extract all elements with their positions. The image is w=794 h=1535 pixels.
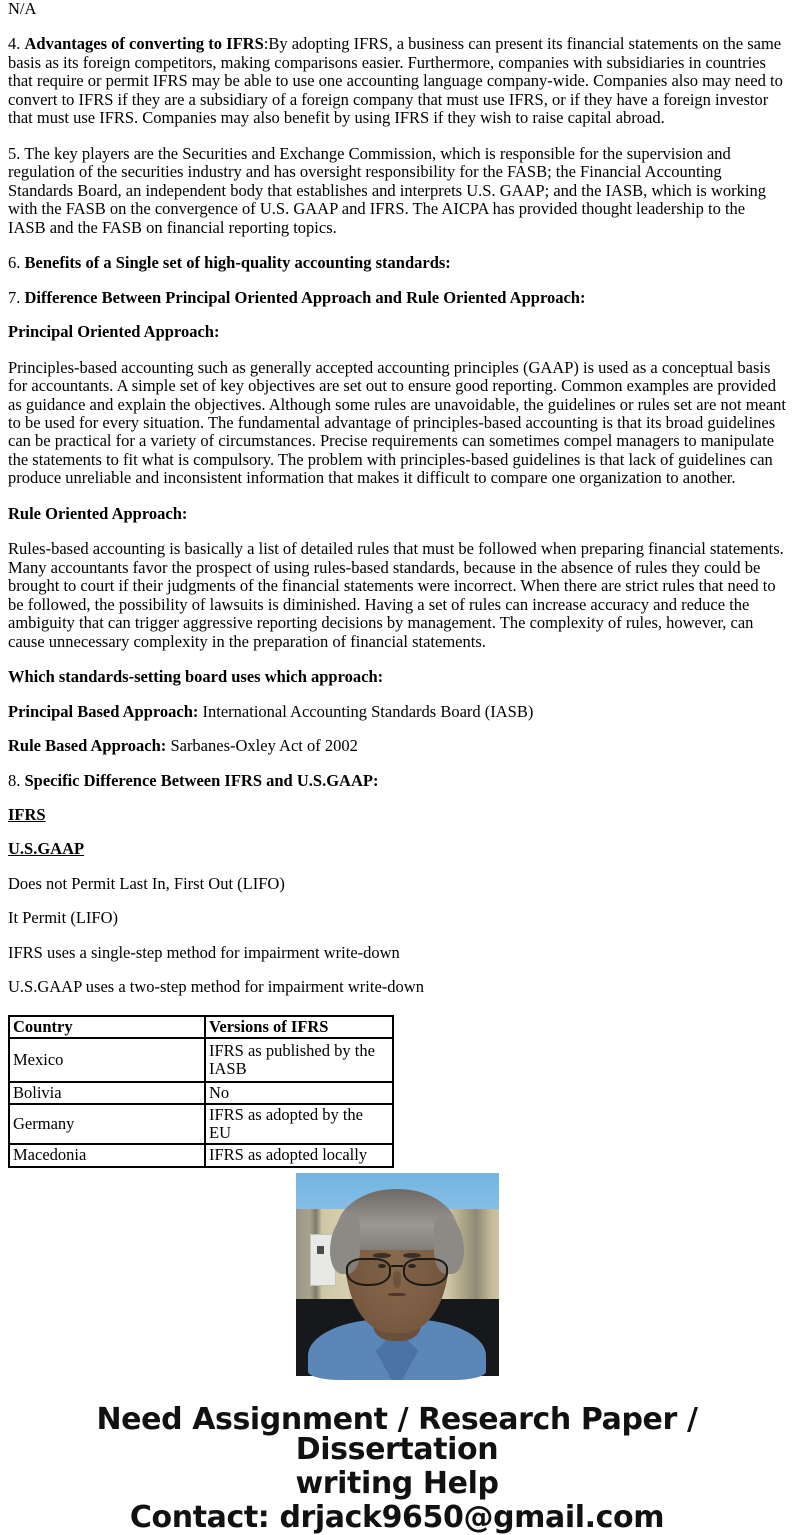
principal-based-approach-value: International Accounting Standards Board (IASB): [202, 701, 534, 721]
avatar: [296, 1173, 499, 1376]
item-6-heading: Benefits of a Single set of high-quality accounting standards:: [24, 253, 451, 273]
spacer: [8, 721, 786, 737]
table-cell-version: No: [205, 1082, 393, 1104]
table-header-versions: Versions of IFRS: [205, 1016, 393, 1038]
section-item-4: [8, 35, 786, 127]
label-ifrs-text: IFRS: [8, 805, 46, 824]
table-header-row: [9, 1016, 393, 1038]
label-ifrs: [8, 806, 786, 824]
principal-oriented-heading-text: Principal Oriented Approach:: [8, 322, 220, 342]
footer-line-1: Need Assignment / Research Paper / Dissertation: [96, 1401, 698, 1467]
difference-line-2: It Permit (LIFO): [8, 908, 118, 928]
boards-heading: [8, 668, 786, 686]
table-row: [9, 1144, 393, 1166]
spacer: [8, 928, 786, 944]
spacer: [8, 790, 786, 806]
item-5-number: 5.: [8, 143, 21, 163]
section-item-7: [8, 289, 786, 307]
item-4-body: By adopting IFRS, a business can present its financial statements on the same basis as its foreign competitors, making comparisons easier. Furthermore, companies with subsidiaries in countries that require or permit IFRS may be able to use one accounting language company-wide. Companies also may need to convert to IFRS if they are a subsidiary of a foreign company that must use IFRS, or if they have a foreign investor that must use IFRS. Companies may also benefit by using IFRS if they wish to raise capital abroad.: [8, 34, 783, 128]
rule-oriented-heading: [8, 505, 786, 523]
item-8-heading: Specific Difference Between IFRS and U.S.GAAP:: [24, 770, 379, 790]
spacer: [8, 307, 786, 323]
difference-line-4: U.S.GAAP uses a two-step method for impairment write-down: [8, 977, 424, 997]
item-4-number: 4.: [8, 34, 21, 54]
section-item-8: [8, 772, 786, 790]
table-row: [9, 1104, 393, 1144]
rule-based-approach-value: Sarbanes-Oxley Act of 2002: [170, 736, 358, 756]
table-cell-country: Germany: [9, 1104, 205, 1144]
footer-line-2: writing Help: [295, 1465, 499, 1501]
spacer: [8, 962, 786, 978]
footer-advertisement: [8, 1401, 786, 1535]
spacer: [8, 18, 786, 35]
table-header-country: Country: [9, 1016, 205, 1038]
table-cell-country: Mexico: [9, 1038, 205, 1082]
photo-glasses-lens-left: [346, 1258, 391, 1286]
spacer: [8, 756, 786, 772]
photo-glasses-bridge: [391, 1265, 403, 1267]
spacer: [8, 488, 786, 505]
rule-based-approach-row: [8, 737, 786, 755]
boards-heading-text: Which standards-setting board uses which approach:: [8, 667, 384, 687]
item-7-number: 7.: [8, 287, 21, 307]
spacer: [8, 859, 786, 875]
footer-contact-email: Contact: drjack9650@gmail.com: [129, 1499, 665, 1535]
item-5-body: The key players are the Securities and Exchange Commission, which is responsible for the supervision and regulation of the securities industry and has oversight responsibility for the FASB; the Financial Accounting Standards Board, an independent body that establishes and interprets U.S. GAAP; and the IASB, which is working with the FASB on the convergence of U.S. GAAP and IFRS. The AICPA has provided thought leadership to the IASB and the FASB on financial reporting topics.: [8, 143, 766, 237]
table-cell-version: IFRS as published by the IASB: [205, 1038, 393, 1082]
item-7-heading: Difference Between Principal Oriented Approach and Rule Oriented Approach:: [24, 287, 586, 307]
section-item-5: [8, 145, 786, 237]
photo-mouth: [388, 1293, 407, 1296]
spacer: [8, 128, 786, 145]
spacer: [8, 523, 786, 540]
spacer: [8, 237, 786, 254]
table-row: [9, 1038, 393, 1082]
photo-eyebrow-left: [373, 1253, 391, 1258]
table-cell-country: Bolivia: [9, 1082, 205, 1104]
table-row: [9, 1082, 393, 1104]
spacer: [8, 687, 786, 703]
item-8-number: 8.: [8, 770, 21, 790]
principal-oriented-body: Principles-based accounting such as generally accepted accounting principles (GAAP) is used as a conceptual basis for accountants. A simple set of key objectives are set out to ensure good reporting. Common examples are provided as guidance and explain the objectives. Although some rules are unavoidable, the guidelines or rules set are not meant to be used for every situation. The fundamental advantage of principles-based accounting is that its broad guidelines can be practical for a variety of circumstances. Precise requirements can sometimes compel managers to manipulate the statements to fit what is compulsory. The problem with principles-based guidelines is that lack of guidelines can produce unreliable and inconsistent information that makes it difficult to compare one organization to another.: [8, 357, 787, 488]
ifrs-versions-table: [8, 1015, 394, 1168]
ifrs-versions-table-wrapper: [8, 1015, 786, 1165]
label-usgaap: [8, 840, 786, 858]
rule-oriented-body: Rules-based accounting is basically a list of detailed rules that must be followed when preparing financial statements. Many accountants favor the prospect of using rules-based standards, because in the absence of rules they could be brought to court if their judgments of the financial statements were incorrect. When there are strict rules that need to be followed, the possibility of lawsuits is diminished. Having a set of rules can increase accuracy and reduce the ambiguity that can trigger aggressive reporting decisions by management. The complexity of rules, however, can cause unnecessary complexity in the preparation of financial statements.: [8, 539, 784, 651]
photo-eyebrow-right: [403, 1253, 421, 1258]
rule-based-approach-label: Rule Based Approach:: [8, 736, 167, 756]
table-cell-version: IFRS as adopted by the EU: [205, 1104, 393, 1144]
table-cell-country: Macedonia: [9, 1144, 205, 1166]
item-4-heading: Advantages of converting to IFRS: [24, 34, 264, 54]
label-usgaap-text: U.S.GAAP: [8, 839, 85, 859]
spacer: [8, 342, 786, 359]
item-6-number: 6.: [8, 253, 21, 273]
difference-line-1: Does not Permit Last In, First Out (LIFO): [8, 873, 285, 893]
principal-based-approach-row: [8, 703, 786, 721]
rule-oriented-heading-text: Rule Oriented Approach:: [8, 503, 188, 523]
spacer: [8, 893, 786, 909]
section-item-6: [8, 254, 786, 272]
table-cell-version: IFRS as adopted locally: [205, 1144, 393, 1166]
photo-glasses-lens-right: [403, 1258, 448, 1286]
spacer: [8, 273, 786, 289]
profile-photo-block: [8, 1173, 786, 1383]
item-4-separator: :: [263, 34, 269, 54]
spacer: [8, 651, 786, 668]
spacer: [8, 824, 786, 840]
principal-based-approach-label: Principal Based Approach:: [8, 701, 199, 721]
difference-line-3: IFRS uses a single-step method for impairment write-down: [8, 942, 400, 962]
principal-oriented-heading: [8, 323, 786, 341]
intro-text: N/A: [8, 0, 37, 18]
photo-glasses: [346, 1258, 448, 1286]
